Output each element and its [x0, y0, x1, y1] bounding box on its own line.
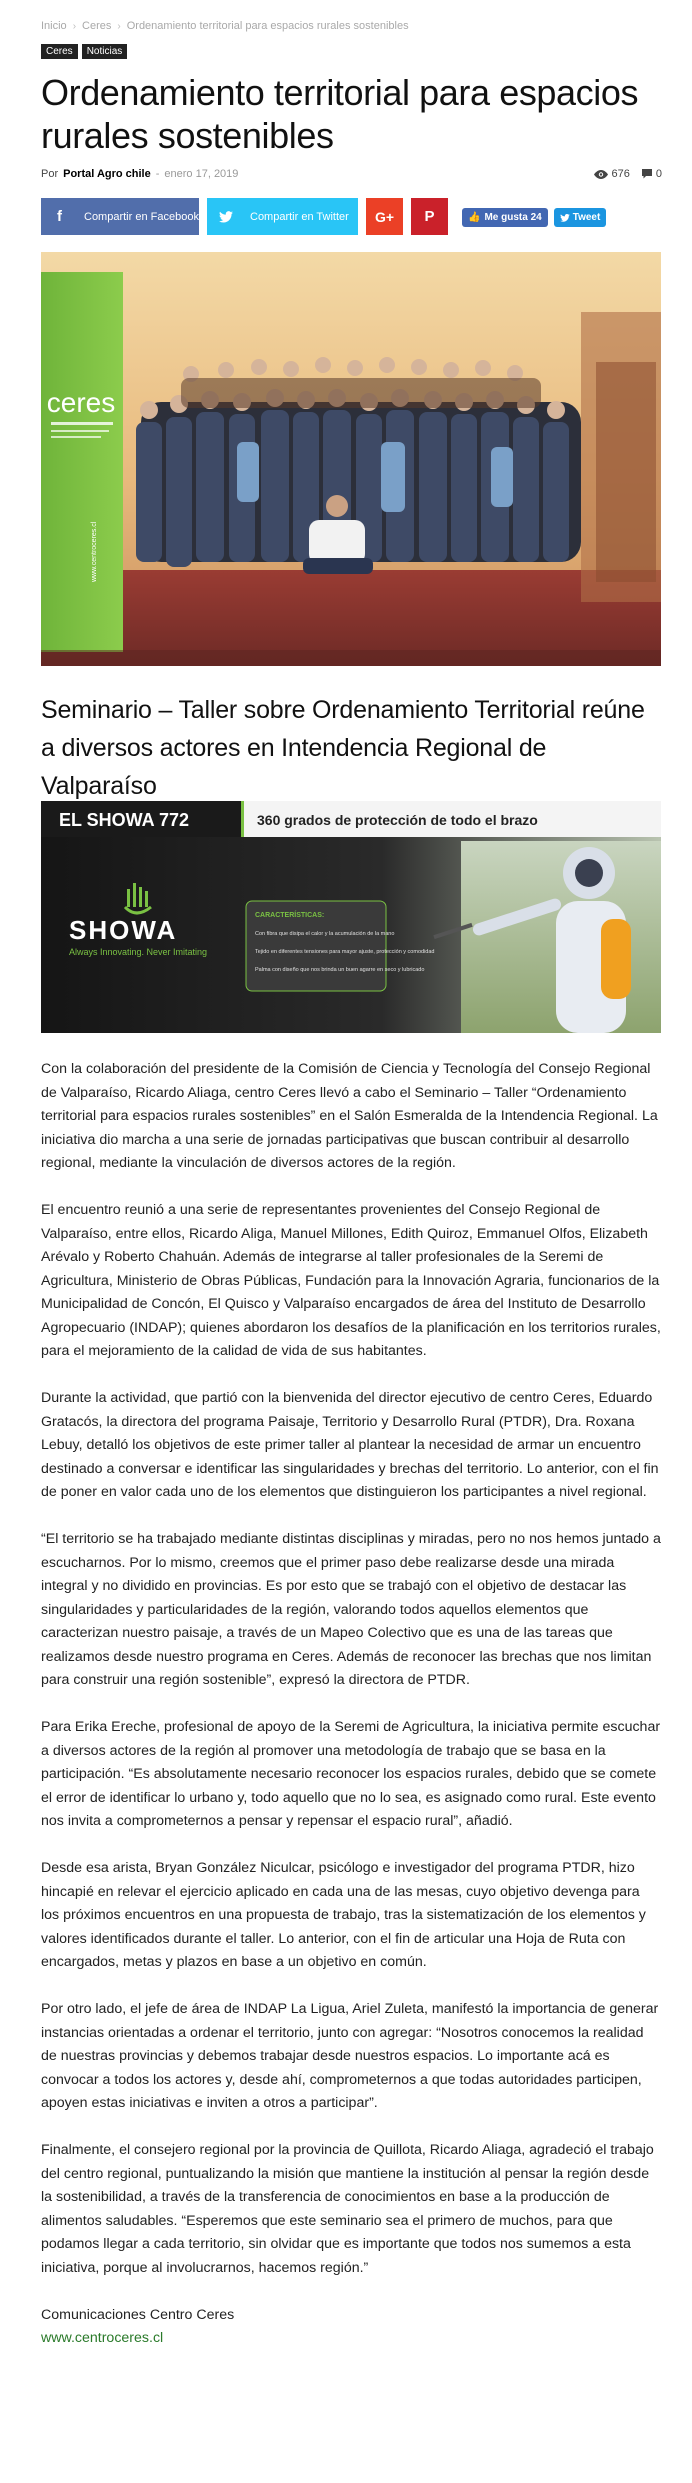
showa-ad [41, 801, 661, 1033]
body-paragraph-1: Con la colaboración del presidente de la Comisión de Ciencia y Tecnología del Consejo Regional de Valparaíso, Ricardo Aliaga, centro Ceres llevó a cabo el Seminario – Taller “Ordenamiento territorial para espacios rurales sostenibles” en el Salón Esmeralda de la Intendencia Regional. La iniciativa dio marcha a una serie de jornadas participativas que buscan contribuir al desarrollo regional, mediante la vinculación de diversos actores de la región. [41, 1061, 658, 1171]
author-prefix: Por [41, 168, 59, 180]
share-facebook-button[interactable] [41, 198, 199, 235]
post-stats [594, 168, 662, 180]
article-footer [41, 2304, 661, 2351]
banner-logo: ceres [46, 387, 116, 418]
author-link[interactable]: Portal Agro chile [63, 168, 151, 180]
group-photo [41, 252, 661, 666]
views-counter [594, 168, 630, 180]
footer-credit: Comunicaciones Centro Ceres [41, 2306, 235, 2323]
article-subtitle: Seminario – Taller sobre Ordenamiento Territorial reúne a diversos actores en Intendencia Regional de Valparaíso [41, 696, 645, 800]
breadcrumb-home[interactable]: Inicio [41, 20, 67, 32]
footer-website-link[interactable]: www.centroceres.cl [41, 2330, 164, 2346]
like-count-label: Me gusta 24 [484, 212, 542, 223]
article-body [41, 1058, 661, 2351]
body-paragraph-2: El encuentro reunió a una serie de representantes provenientes del Consejo Regional de Valparaíso, entre ellos, Ricardo Aliga, Manuel Millones, Edith Quiroz, Emmanuel Olfos, Elizabeth Arévalo y Roberto Chahuán. Además de integrarse al taller profesionales de la Seremi de Agricultura, Ministerio de Obras Públicas, Fundación para la Innovación Agraria, funcionarios de la Municipalidad de Concón, El Quisco y Valparaíso encargados de área del Instituto de Desarrollo Agropecuario (INDAP); quienes abordaron los desafíos de la planificación en los territorios rurales, para el mejoramiento de la calidad de vida de sus habitantes. [41, 1202, 661, 1359]
comment-icon [642, 169, 652, 179]
twitter-icon [207, 198, 244, 235]
breadcrumb-chevron-icon: › [117, 20, 121, 32]
breadcrumb-chevron-icon: › [72, 20, 77, 32]
body-paragraph-5: Para Erika Ereche, profesional de apoyo de la Seremi de Agricultura, la iniciativa permite escuchar a diversos actores de la región al promover una metodología de trabajo que se basa en la participación. “Es absolutamente necesario reconocer los espacios rurales, debido que se comete el error de identificar lo urbano y, todo aquello que no lo sea, es asignado como rural. Este evento nos invita a comprometernos a pensar y repensar el espacio rural”, añadió. [41, 1719, 661, 1829]
ad-feature-1: Con fibra que disipa el calor y la acumulación de la mano [255, 931, 395, 937]
ad-tagline: 360 grados de protección de todo el brazo [257, 812, 538, 828]
people-group [136, 357, 581, 574]
facebook-icon: f [57, 208, 62, 225]
category-tags [41, 44, 661, 59]
googleplus-icon: G+ [374, 208, 395, 225]
banner-url: www.centroceres.cl [91, 521, 98, 582]
category-tag-noticias[interactable]: Noticias [82, 44, 128, 59]
share-facebook-label: Compartir en Facebook [84, 210, 199, 223]
facebook-like-button[interactable] [462, 208, 548, 227]
pinterest-icon: P [424, 208, 435, 225]
body-paragraph-8: Finalmente, el consejero regional por la provincia de Quillota, Ricardo Aliaga, agradeció el trabajo del centro regional, puntualizando la misión que mantiene la institución al pensar la región desde la sostenibilidad, a través de la transferencia de conocimientos en base a la producción de alimentos saludables. “Esperemos que este seminario sea el primero de muchos, para que podamos llegar a cada territorio, sin olvidar que es importante que todos nos sumemos a esta iniciativa, porque al involucrarnos, hacemos región.” [41, 2142, 654, 2276]
page-title: Ordenamiento territorial para espacios rurales sostenibles [41, 72, 639, 156]
meta-separator: - [155, 168, 160, 180]
tweet-label: Tweet [572, 212, 601, 223]
post-date: enero 17, 2019 [164, 168, 239, 180]
comments-counter[interactable] [642, 168, 662, 180]
body-paragraph-3: Durante la actividad, que partió con la bienvenida del director ejecutivo de centro Ceres, Eduardo Gratacós, la directora del programa Paisaje, Territorio y Desarrollo Rural (PTDR), Dra. Roxana Lebuy, detalló los objetivos de este primer taller al plantear la necesidad de armar un encuentro destinado a conversar e identificar las singularidades y brechas del territorio. Lo anterior, con el fin de poner en valor cada uno de los elementos que distinguieron los participantes a nivel regional. [41, 1390, 659, 1500]
breadcrumb [41, 20, 661, 32]
body-paragraph-7: Por otro lado, el jefe de área de INDAP La Ligua, Ariel Zuleta, manifestó la importancia de generar instancias orientadas a ordenar el territorio, junto con agregar: “Nosotros conocemos la realidad de nuestras provincias y debemos trabajar desde nuestros espacios. Lo importante acá es convocar a todos los actores y, desde ahí, comprometernos a que todas autoridades participen, apoyen estas iniciativas e inviten a otros a participar”. [41, 2001, 659, 2111]
share-twitter-label: Compartir en Twitter [250, 210, 349, 223]
comments-count: 0 [655, 168, 662, 180]
twitter-bird-icon [560, 214, 570, 222]
ad-headline: EL SHOWA 772 [59, 810, 190, 830]
featured-image[interactable] [41, 252, 661, 666]
share-googleplus-button[interactable] [366, 198, 403, 235]
share-pinterest-button[interactable] [411, 198, 448, 235]
ad-feature-3: Palma con diseño que nos brinda un buen agarre en seco y lubricado [255, 967, 425, 973]
ad-feature-2: Tejido en diferentes tensiones para mayor ajuste, protección y comodidad [255, 949, 435, 955]
thumbs-up-icon: 👍 [468, 212, 481, 223]
advertisement-banner[interactable] [41, 801, 661, 1033]
share-twitter-button[interactable] [207, 198, 358, 235]
body-paragraph-6: Desde esa arista, Bryan González Niculcar, psicólogo e investigador del programa PTDR, hizo hincapié en relevar el ejercicio aplicado en cada una de las mesas, cuyo objetivo devenga para los próximos encuentros en una propuesta de trabajo, tras la sistematización de los elementos y valores identificados durante el taller. Lo anterior, con el fin de articular una Hoja de Ruta con encargados, metas y plazos en base a un objetivo en común. [41, 1860, 646, 1970]
eye-icon [594, 170, 608, 179]
views-count: 676 [611, 168, 630, 180]
ad-features-title: CARACTERÍSTICAS: [255, 912, 325, 919]
tweet-button[interactable] [554, 208, 607, 227]
social-widgets [462, 208, 606, 227]
ad-slogan: Always Innovating. Never Imitating [69, 947, 208, 957]
breadcrumb-current[interactable]: Ordenamiento territorial para espacios rurales sostenibles [126, 20, 409, 32]
post-meta [41, 168, 661, 180]
body-paragraph-4: “El territorio se ha trabajado mediante distintas disciplinas y miradas, pero no nos hemos juntado a escucharnos. Por lo mismo, creemos que el primer paso debe realizarse desde una mirada integral y no dividido en provincias. Es por esto que se trabajó con el objetivo de destacar las singularidades y particularidades de la región, valorando todos aquellos elementos que caracterizan nuestro paisaje, a través de un Mapeo Colectivo que es una de las tareas que realizamos desde nuestro programa en Ceres. Además de reconocer las brechas que nos limitan para construir una región sostenible”, expresó la directora de PTDR. [41, 1531, 661, 1688]
ad-brand: SHOWA [69, 915, 178, 945]
breadcrumb-category[interactable]: Ceres [82, 20, 112, 32]
category-tag-ceres[interactable]: Ceres [41, 44, 78, 59]
